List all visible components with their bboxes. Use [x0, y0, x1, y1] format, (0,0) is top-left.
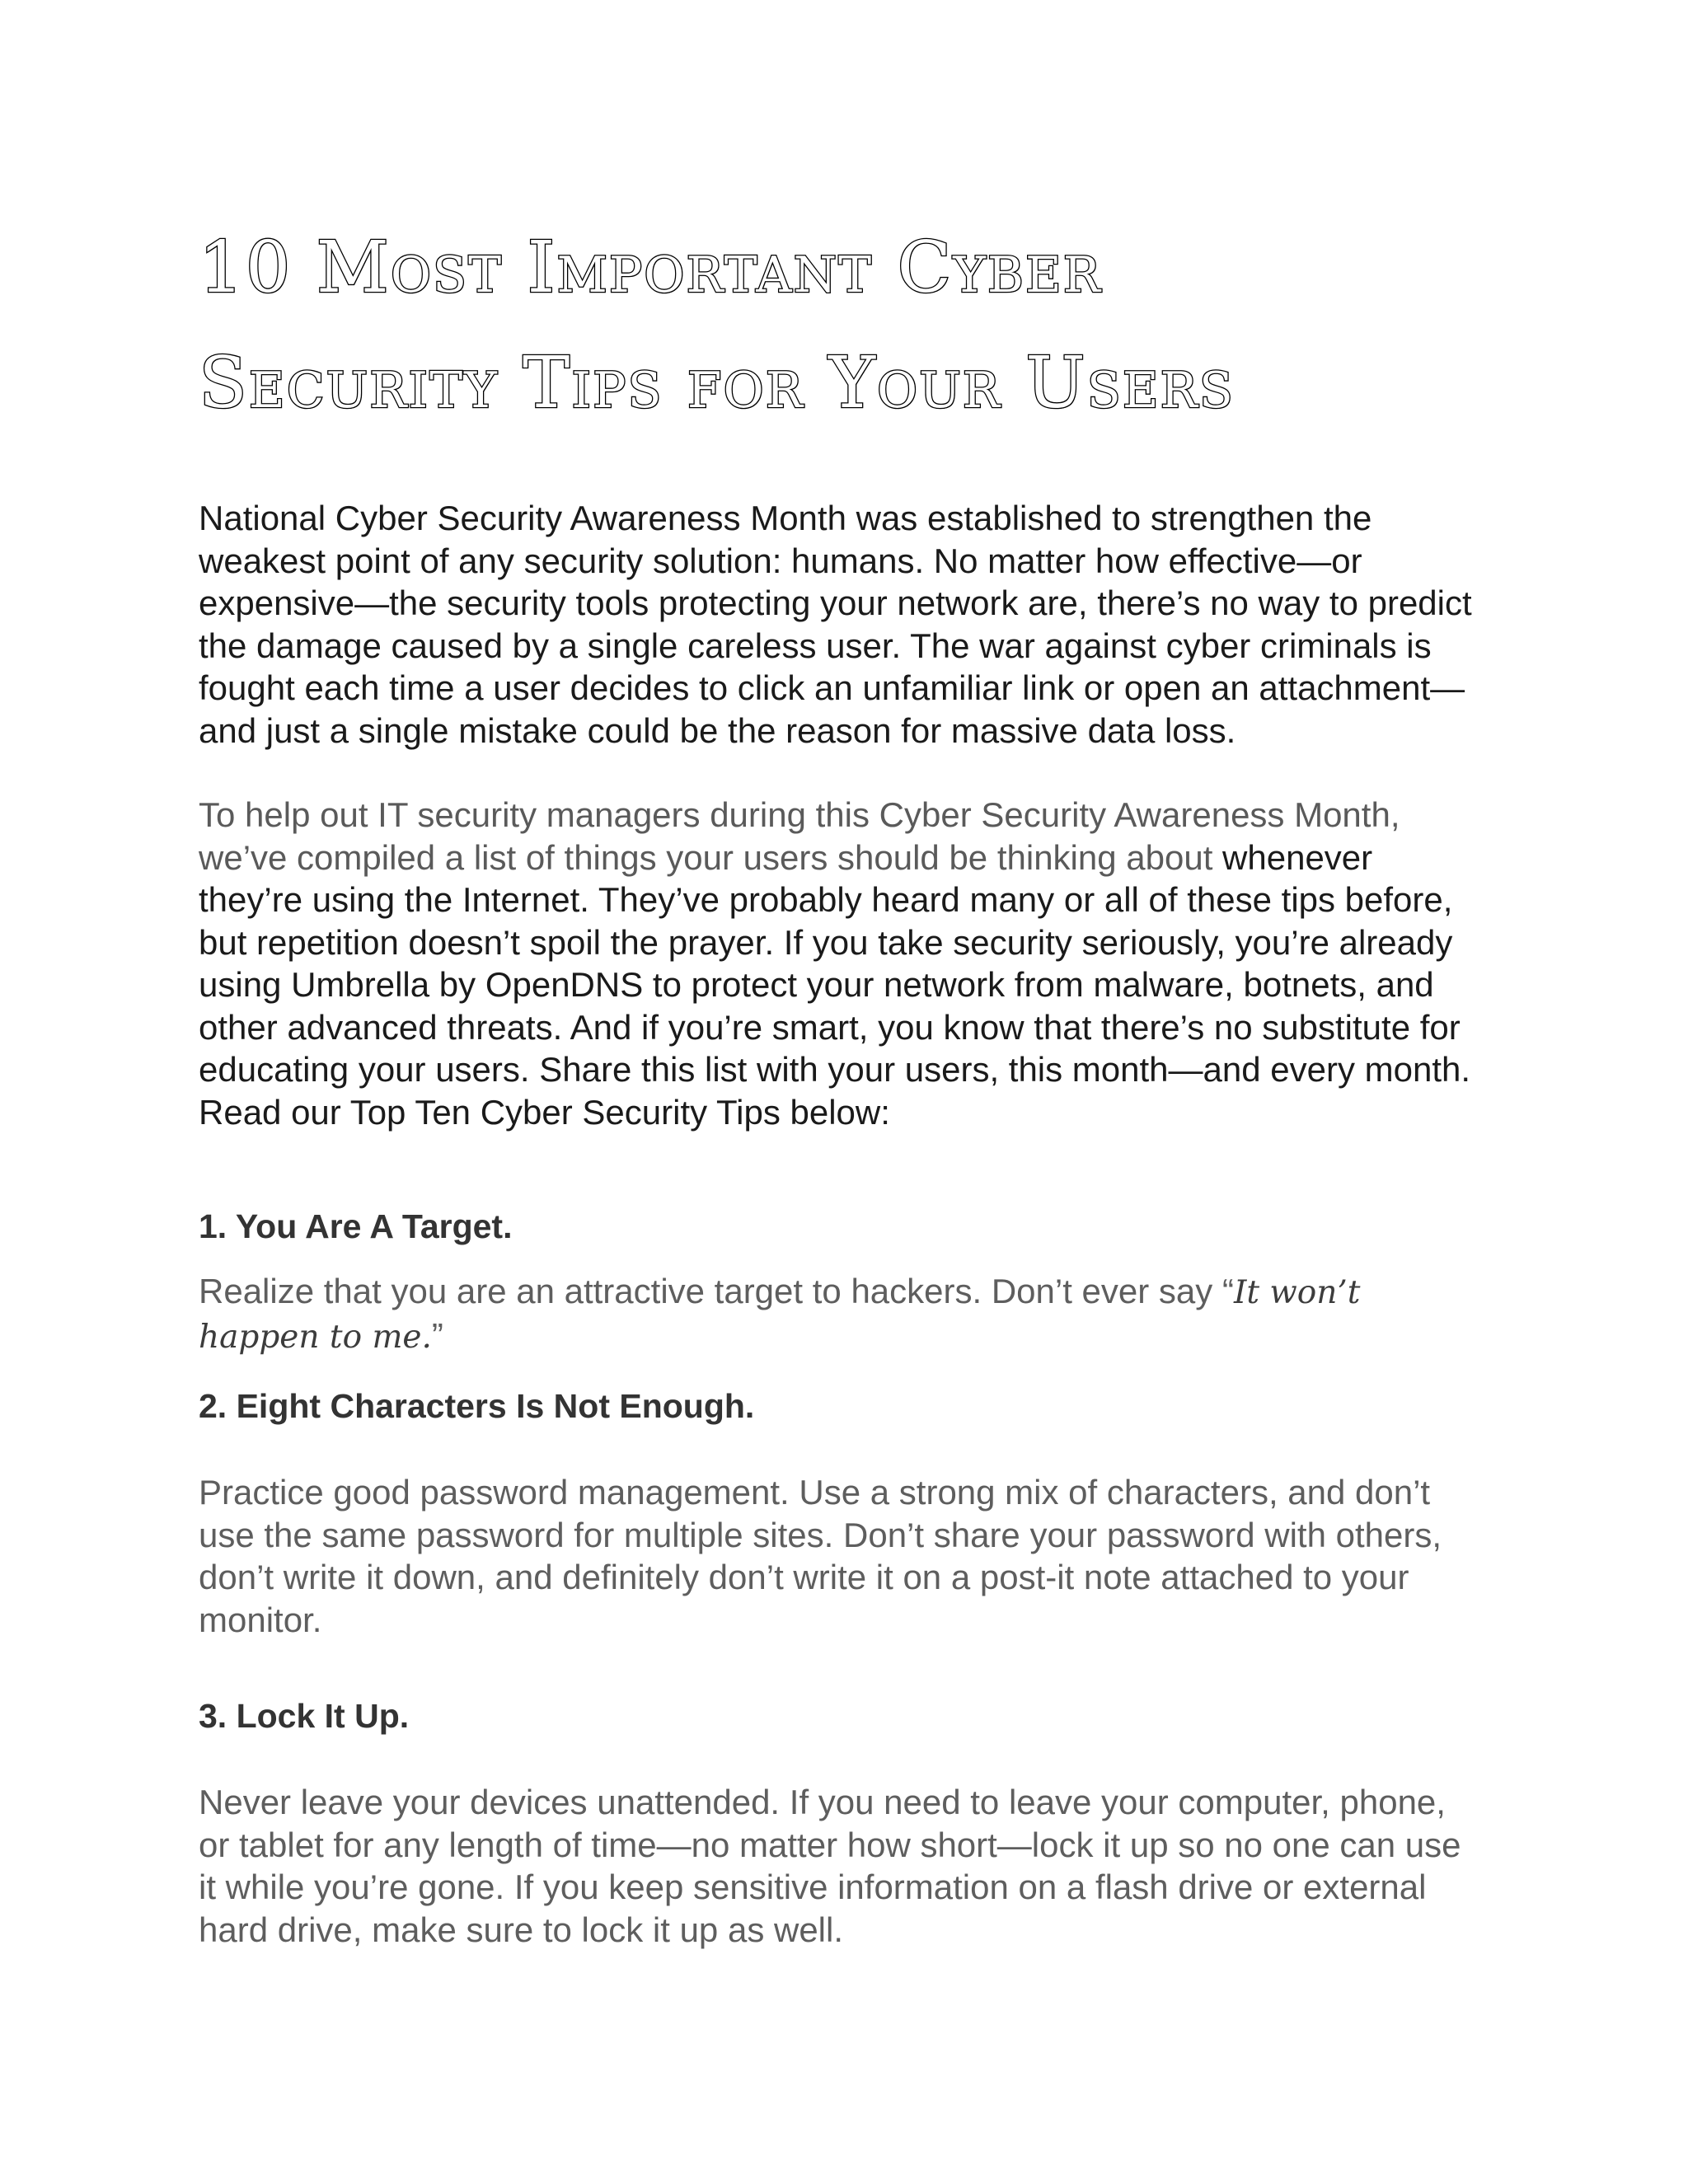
tip-3-text: Never leave your devices unattended. If you need to leave your computer, phone, or tablet for any length of time—no matter how short—lock it up so no one can use it while you’re gone. If you keep sensitive information on a flash drive or external hard drive, make sure to lock it up as well.: [199, 1783, 1461, 1949]
intro-paragraph-1: National Cyber Security Awareness Month was established to strengthen the weakest point of any security solution: humans. No matter how effective—or expensive—the security tools protecting your network are, there’s no way to predict the damage caused by a single careless user. The war against cyber criminals is fought each time a user decides to click an unfamiliar link or open an attachment—and just a single mistake could be the reason for massive data loss.: [199, 499, 1472, 750]
tip-1-quote: It won’t happen to me.: [199, 1274, 1361, 1356]
tip-2-text: Practice good password management. Use a strong mix of characters, and don’t use the same password for multiple sites. Don’t share your password with others, don’t write it down, and definitely don’t write it on a post-it note attached to your monitor.: [199, 1473, 1442, 1639]
title-line-1: 10 Most Important Cyber: [199, 227, 1102, 309]
tip-3-heading: 3. Lock It Up.: [199, 1697, 410, 1735]
document-title: [199, 210, 1484, 441]
tip-1-text-start: Realize that you are an attractive target to hackers. Don’t ever say “: [199, 1272, 1234, 1310]
tip-1-text-end: ”: [431, 1315, 443, 1355]
tip-1-text: [199, 1270, 1484, 1358]
intro-paragraph-2-grey-text: To help out IT security managers during this Cyber Security Awareness Month, we’ve compiled a list of things your users should be thinking about: [199, 795, 1400, 877]
tip-1-heading: 1. You Are A Target.: [199, 1207, 513, 1245]
intro-paragraph-2: [199, 794, 1484, 1133]
intro-paragraph-2-text: whenever they’re using the Internet. They’ve probably heard many or all of these tips before, but repetition doesn’t spoil the prayer. If you take security seriously, you’re already using Umbrella by OpenDNS to protect your network from malware, botnets, and other advanced threats. And if you’re smart, you know that there’s no substitute for educating your users. Share this list with your users, this month—and every month. Read our Top Ten Cyber Security Tips below:: [199, 837, 1471, 1132]
tip-2-heading: 2. Eight Characters Is Not Enough.: [199, 1387, 755, 1425]
title-line-2: Security Tips for Your Users: [199, 342, 1235, 424]
